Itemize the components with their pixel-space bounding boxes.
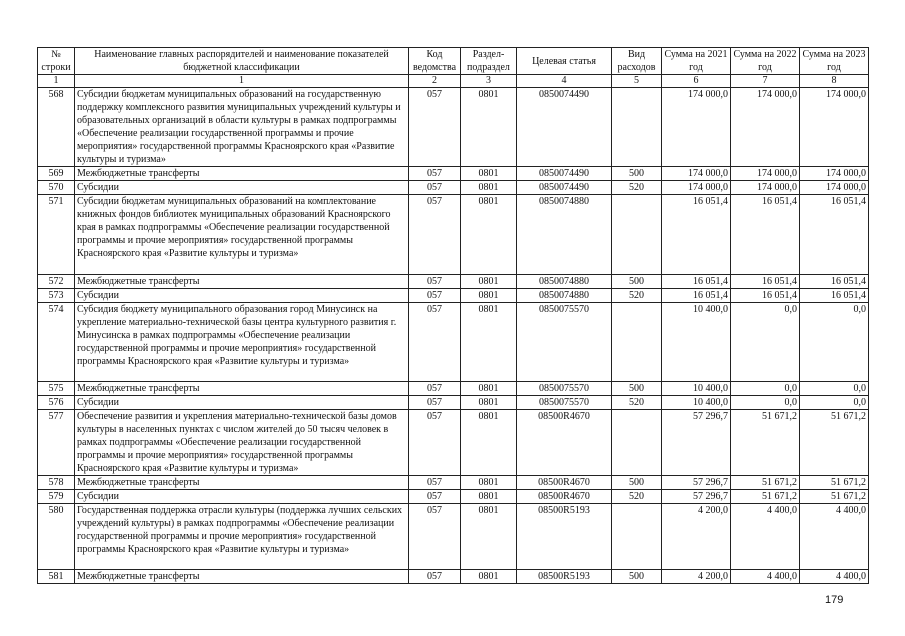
header-section: Раздел-подраздел (461, 48, 517, 75)
row-section: 0801 (461, 275, 517, 289)
row-number: 575 (38, 382, 75, 396)
row-dept-code: 057 (409, 504, 461, 570)
row-dept-code: 057 (409, 289, 461, 303)
row-name: Государственная поддержка отрасли культуры (поддержка лучших сельских учреждений культуры) в рамках подпрограммы «Обеспечение реализации государственной программы и прочие мероприятия» государственной программы Красноярского края «Развитие культуры и туризма» (75, 504, 409, 570)
table-row (38, 167, 869, 181)
row-number: 576 (38, 396, 75, 410)
row-sum-2022: 174 000,0 (731, 88, 800, 167)
row-name: Обеспечение развития и укрепления материально-технической базы домов культуры в населенных пунктах с числом жителей до 50 тысяч человек в рамках подпрограммы «Обеспечение реализации государственной программы и прочие мероприятия» государственной программы Красноярского края «Развитие культуры и туризма» (75, 410, 409, 476)
table-row (38, 275, 869, 289)
row-number: 570 (38, 181, 75, 195)
row-sum-2021: 10 400,0 (662, 396, 731, 410)
column-number: 4 (517, 75, 612, 88)
row-number: 569 (38, 167, 75, 181)
row-sum-2022: 51 671,2 (731, 490, 800, 504)
row-expense-type: 500 (612, 275, 662, 289)
row-expense-type: 500 (612, 570, 662, 584)
row-sum-2021: 4 200,0 (662, 570, 731, 584)
row-expense-type (612, 195, 662, 275)
row-section: 0801 (461, 303, 517, 382)
row-section: 0801 (461, 289, 517, 303)
row-sum-2021: 174 000,0 (662, 88, 731, 167)
column-number: 8 (800, 75, 869, 88)
header-row (38, 48, 869, 75)
row-section: 0801 (461, 167, 517, 181)
table-row (38, 476, 869, 490)
row-number: 581 (38, 570, 75, 584)
table-row (38, 181, 869, 195)
table-row (38, 490, 869, 504)
row-name: Субсидии (75, 181, 409, 195)
row-section: 0801 (461, 382, 517, 396)
row-expense-type: 520 (612, 490, 662, 504)
row-dept-code: 057 (409, 410, 461, 476)
row-sum-2022: 51 671,2 (731, 476, 800, 490)
table-row (38, 289, 869, 303)
table-row (38, 570, 869, 584)
header-target: Целевая статья (517, 48, 612, 75)
table-row (38, 410, 869, 476)
row-sum-2022: 0,0 (731, 382, 800, 396)
table-row (38, 195, 869, 275)
row-expense-type (612, 504, 662, 570)
header-name: Наименование главных распорядителей и наименование показателей бюджетной классификации (75, 48, 409, 75)
header-row-no: № строки (38, 48, 75, 75)
row-name: Субсидии (75, 490, 409, 504)
row-sum-2023: 16 051,4 (800, 289, 869, 303)
row-sum-2021: 16 051,4 (662, 289, 731, 303)
row-name: Межбюджетные трансферты (75, 570, 409, 584)
row-sum-2023: 0,0 (800, 382, 869, 396)
row-number: 574 (38, 303, 75, 382)
row-target: 0850074490 (517, 88, 612, 167)
row-sum-2023: 174 000,0 (800, 88, 869, 167)
table-row (38, 504, 869, 570)
row-dept-code: 057 (409, 396, 461, 410)
row-sum-2022: 4 400,0 (731, 504, 800, 570)
row-name: Субсидии бюджетам муниципальных образований на государственную поддержку комплексного развития муниципальных учреждений культуры и образовательных организаций в области культуры в рамках подпрограммы «Обеспечение реализации государственной программы и прочие мероприятия» государственной программы Красноярского края «Развитие культуры и туризма» (75, 88, 409, 167)
row-expense-type: 500 (612, 382, 662, 396)
header-dept-code: Код ведомства (409, 48, 461, 75)
row-dept-code: 057 (409, 570, 461, 584)
row-sum-2022: 174 000,0 (731, 167, 800, 181)
row-expense-type (612, 303, 662, 382)
row-dept-code: 057 (409, 303, 461, 382)
row-section: 0801 (461, 476, 517, 490)
row-sum-2023: 51 671,2 (800, 476, 869, 490)
row-sum-2023: 4 400,0 (800, 570, 869, 584)
column-number: 3 (461, 75, 517, 88)
row-name: Субсидии (75, 289, 409, 303)
row-target: 08500R5193 (517, 504, 612, 570)
row-expense-type: 520 (612, 289, 662, 303)
row-name: Субсидии бюджетам муниципальных образований на комплектование книжных фондов библиотек муниципальных образований Красноярского края в рамках подпрограммы «Обеспечение реализации государственной программы и прочие мероприятия» государственной программы Красноярского края «Развитие культуры и туризма» (75, 195, 409, 275)
row-target: 0850074880 (517, 275, 612, 289)
header-sum-2021: Сумма на 2021 год (662, 48, 731, 75)
row-expense-type: 500 (612, 476, 662, 490)
column-number: 7 (731, 75, 800, 88)
row-sum-2021: 57 296,7 (662, 410, 731, 476)
table-row (38, 88, 869, 167)
row-expense-type: 520 (612, 396, 662, 410)
row-expense-type: 520 (612, 181, 662, 195)
row-name: Межбюджетные трансферты (75, 382, 409, 396)
row-dept-code: 057 (409, 476, 461, 490)
row-sum-2021: 16 051,4 (662, 275, 731, 289)
row-sum-2023: 16 051,4 (800, 195, 869, 275)
row-section: 0801 (461, 88, 517, 167)
row-sum-2022: 0,0 (731, 396, 800, 410)
row-section: 0801 (461, 504, 517, 570)
row-number: 568 (38, 88, 75, 167)
row-target: 0850074880 (517, 289, 612, 303)
column-number: 2 (409, 75, 461, 88)
column-number-row (38, 75, 869, 88)
header-expense-type: Вид расходов (612, 48, 662, 75)
row-target: 08500R4670 (517, 490, 612, 504)
row-target: 08500R4670 (517, 476, 612, 490)
header-sum-2022: Сумма на 2022 год (731, 48, 800, 75)
row-dept-code: 057 (409, 181, 461, 195)
row-dept-code: 057 (409, 167, 461, 181)
row-dept-code: 057 (409, 195, 461, 275)
row-sum-2022: 16 051,4 (731, 275, 800, 289)
row-sum-2022: 4 400,0 (731, 570, 800, 584)
table-body (38, 88, 869, 584)
table-row (38, 303, 869, 382)
row-expense-type: 500 (612, 167, 662, 181)
row-sum-2022: 51 671,2 (731, 410, 800, 476)
row-sum-2023: 16 051,4 (800, 275, 869, 289)
row-section: 0801 (461, 396, 517, 410)
row-section: 0801 (461, 181, 517, 195)
column-number: 5 (612, 75, 662, 88)
row-sum-2023: 174 000,0 (800, 181, 869, 195)
row-section: 0801 (461, 410, 517, 476)
row-sum-2022: 174 000,0 (731, 181, 800, 195)
row-target: 0850075570 (517, 303, 612, 382)
row-target: 0850075570 (517, 396, 612, 410)
row-sum-2021: 4 200,0 (662, 504, 731, 570)
row-number: 578 (38, 476, 75, 490)
row-sum-2023: 174 000,0 (800, 167, 869, 181)
table-row (38, 382, 869, 396)
row-target: 08500R4670 (517, 410, 612, 476)
row-target: 0850075570 (517, 382, 612, 396)
row-number: 573 (38, 289, 75, 303)
row-target: 0850074490 (517, 167, 612, 181)
row-name: Межбюджетные трансферты (75, 476, 409, 490)
row-number: 572 (38, 275, 75, 289)
row-sum-2023: 51 671,2 (800, 490, 869, 504)
row-dept-code: 057 (409, 88, 461, 167)
header-sum-2023: Сумма на 2023 год (800, 48, 869, 75)
row-name: Межбюджетные трансферты (75, 275, 409, 289)
row-sum-2021: 174 000,0 (662, 181, 731, 195)
budget-table (37, 47, 869, 584)
row-sum-2022: 16 051,4 (731, 195, 800, 275)
row-name: Субсидия бюджету муниципального образования город Минусинск на укрепление материально-технической базы центра культурного развития г. Минусинска в рамках подпрограммы «Обеспечение реализации государственной программы и прочие мероприятия» государственной программы Красноярского края «Развитие культуры и туризма» (75, 303, 409, 382)
row-target: 08500R5193 (517, 570, 612, 584)
row-expense-type (612, 410, 662, 476)
row-sum-2022: 16 051,4 (731, 289, 800, 303)
row-target: 0850074490 (517, 181, 612, 195)
row-sum-2021: 57 296,7 (662, 490, 731, 504)
row-number: 571 (38, 195, 75, 275)
row-section: 0801 (461, 195, 517, 275)
row-sum-2023: 0,0 (800, 396, 869, 410)
row-sum-2021: 174 000,0 (662, 167, 731, 181)
row-dept-code: 057 (409, 490, 461, 504)
row-dept-code: 057 (409, 275, 461, 289)
row-expense-type (612, 88, 662, 167)
page-number: 179 (825, 594, 844, 606)
row-section: 0801 (461, 570, 517, 584)
row-sum-2022: 0,0 (731, 303, 800, 382)
row-target: 0850074880 (517, 195, 612, 275)
row-sum-2021: 16 051,4 (662, 195, 731, 275)
row-number: 579 (38, 490, 75, 504)
row-name: Субсидии (75, 396, 409, 410)
row-number: 580 (38, 504, 75, 570)
row-sum-2023: 51 671,2 (800, 410, 869, 476)
row-sum-2023: 0,0 (800, 303, 869, 382)
row-number: 577 (38, 410, 75, 476)
column-number: 6 (662, 75, 731, 88)
column-number: 1 (38, 75, 75, 88)
column-number: 1 (75, 75, 409, 88)
table-row (38, 396, 869, 410)
row-dept-code: 057 (409, 382, 461, 396)
row-sum-2021: 10 400,0 (662, 303, 731, 382)
row-sum-2023: 4 400,0 (800, 504, 869, 570)
row-section: 0801 (461, 490, 517, 504)
row-sum-2021: 57 296,7 (662, 476, 731, 490)
row-name: Межбюджетные трансферты (75, 167, 409, 181)
row-sum-2021: 10 400,0 (662, 382, 731, 396)
